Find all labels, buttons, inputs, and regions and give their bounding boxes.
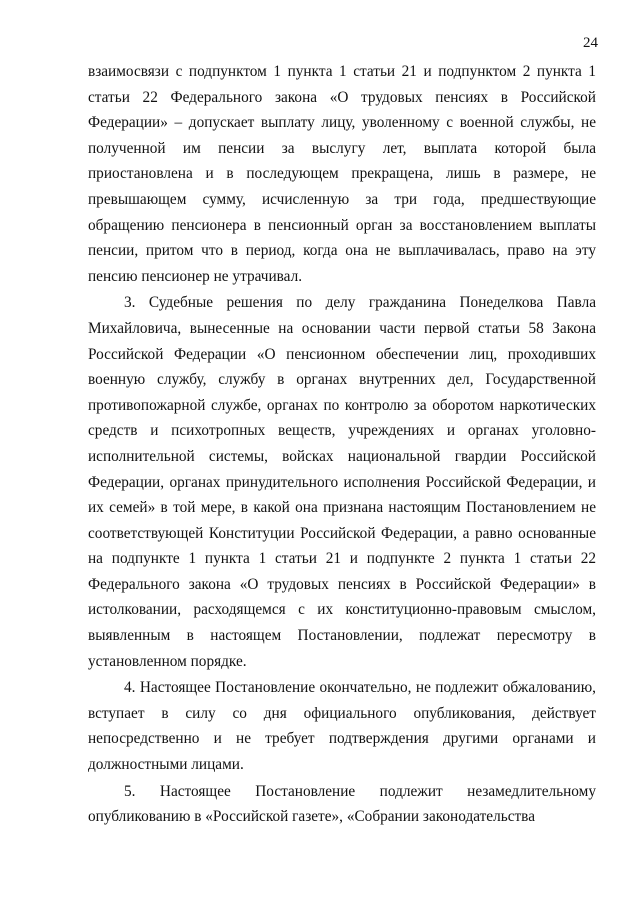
paragraph-item-4: 4. Настоящее Постановление окончательно, не подлежит обжалованию, вступает в силу со дня официального опубликования, действует непосредственно и не требует подтверждения другими органами и должностными лицами.	[88, 679, 596, 774]
paragraph-item-3: 3. Судебные решения по делу гражданина Понеделкова Павла Михайловича, вынесенные на основании части первой статьи 58 Закона Российской Федерации «О пенсионном обеспечении лиц, проходивших военную службу, службу в органах внутренних дел, Государственной противопожарной службе, органах по контролю за оборотом наркотических средств и психотропных веществ, учреждениях и органах уголовно-исполнительной системы, войсках национальной гвардии Российской Федерации, органах принудительного исполнения Российской Федерации, и их семей» в той мере, в какой она признана настоящим Постановлением не соответствующей Конституции Российской Федерации, а равно основанные на подпункте 1 пункта 1 статьи 21 и подпункте 2 пункта 1 статьи 22 Федерального закона «О трудовых пенсиях в Российской Федерации» в истолковании, расходящемся с их конституционно-правовым смыслом, выявленным в настоящем Постановлении, подлежат пересмотру в установленном порядке.	[88, 294, 596, 670]
document-body	[88, 59, 596, 830]
paragraph-item-5: 5. Настоящее Постановление подлежит незамедлительному опубликованию в «Российской газете», «Собрании законодательства	[88, 782, 596, 826]
page-number: 24	[583, 35, 598, 51]
paragraph-continuation: взаимосвязи с подпунктом 1 пункта 1 статьи 21 и подпунктом 2 пункта 1 статьи 22 Федерального закона «О трудовых пенсиях в Российской Федерации» – допускает выплату лицу, уволенному с военной службы, не полученной им пенсии за выслугу лет, выплата которой была приостановлена и в последующем прекращена, лишь в размере, не превышающем сумму, исчисленную за три года, предшествующие обращению пенсионера в пенсионный орган за восстановлением выплаты пенсии, притом что в период, когда она не выплачивалась, право на эту пенсию пенсионер не утрачивал.	[88, 63, 596, 285]
